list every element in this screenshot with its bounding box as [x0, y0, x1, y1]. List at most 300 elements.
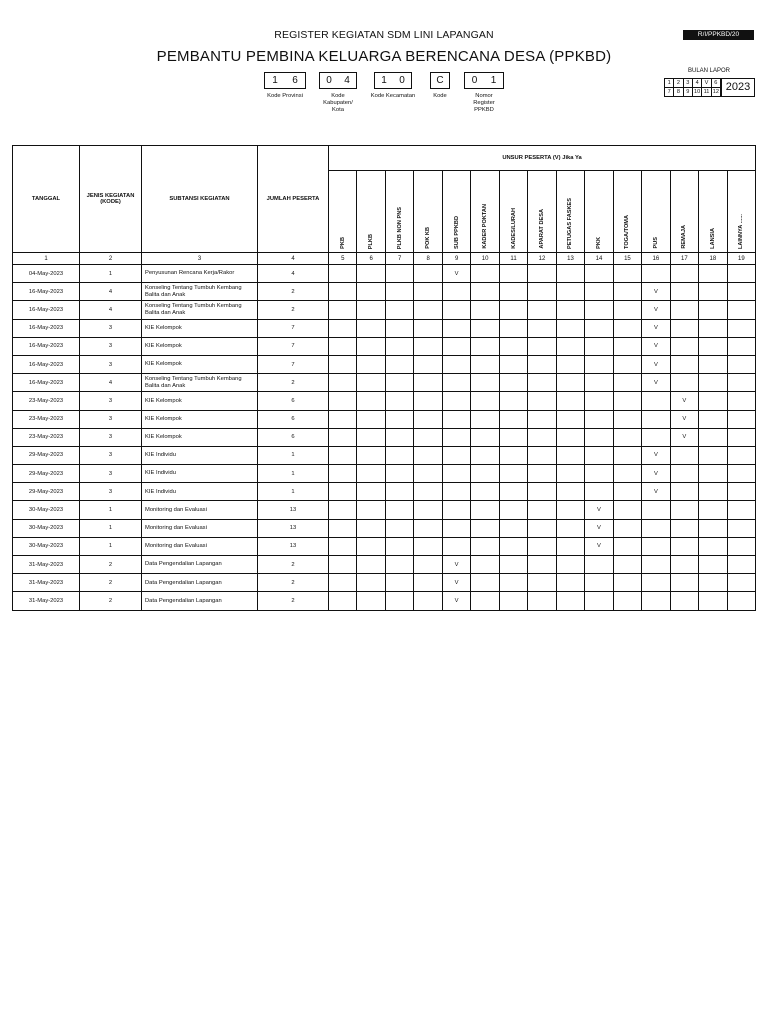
column-number: 6 — [357, 253, 385, 265]
empty-cell — [499, 301, 527, 319]
table-row — [13, 592, 756, 610]
empty-cell — [329, 428, 357, 446]
empty-cell — [699, 501, 727, 519]
empty-cell — [670, 355, 698, 373]
empty-cell — [727, 337, 756, 355]
empty-cell — [556, 301, 584, 319]
empty-cell — [528, 265, 556, 283]
empty-cell — [699, 392, 727, 410]
empty-cell — [414, 592, 442, 610]
table-row — [13, 574, 756, 592]
cell-jumlah: 13 — [258, 537, 329, 555]
cell-tanggal: 23-May-2023 — [13, 392, 80, 410]
empty-cell — [585, 337, 613, 355]
cell-jenis: 3 — [80, 355, 142, 373]
cell-tanggal: 16-May-2023 — [13, 301, 80, 319]
cell-subtansi: KIE Individu — [142, 465, 258, 483]
cell-jenis: 2 — [80, 574, 142, 592]
empty-cell — [385, 446, 413, 464]
empty-cell — [499, 374, 527, 392]
empty-cell — [528, 374, 556, 392]
empty-cell — [442, 537, 470, 555]
empty-cell — [556, 592, 584, 610]
column-number: 4 — [258, 253, 329, 265]
empty-cell — [329, 355, 357, 373]
empty-cell — [329, 574, 357, 592]
empty-cell — [357, 283, 385, 301]
empty-cell — [613, 283, 641, 301]
empty-cell — [499, 465, 527, 483]
empty-cell — [442, 501, 470, 519]
table-row — [13, 519, 756, 537]
empty-cell — [585, 465, 613, 483]
empty-cell — [556, 574, 584, 592]
cell-jumlah: 7 — [258, 319, 329, 337]
form-title: REGISTER KEGIATAN SDM LINI LAPANGAN — [274, 29, 494, 41]
empty-cell — [471, 501, 499, 519]
empty-cell — [414, 428, 442, 446]
header-unsur-col — [699, 171, 727, 253]
empty-cell — [414, 301, 442, 319]
empty-cell — [642, 392, 670, 410]
empty-cell — [699, 465, 727, 483]
cell-subtansi: Monitoring dan Evaluasi — [142, 501, 258, 519]
cell-jumlah: 2 — [258, 574, 329, 592]
check-mark: V — [642, 355, 670, 373]
empty-cell — [442, 392, 470, 410]
check-mark: V — [585, 501, 613, 519]
header-unsur-peserta: UNSUR PESERTA (V) Jika Ya — [329, 146, 756, 171]
empty-cell — [357, 592, 385, 610]
empty-cell — [556, 337, 584, 355]
empty-cell — [727, 374, 756, 392]
table-row — [13, 556, 756, 574]
empty-cell — [357, 446, 385, 464]
empty-cell — [699, 410, 727, 428]
column-number: 19 — [727, 253, 756, 265]
empty-cell — [528, 519, 556, 537]
empty-cell — [528, 465, 556, 483]
empty-cell — [442, 301, 470, 319]
column-number: 15 — [613, 253, 641, 265]
cell-tanggal: 29-May-2023 — [13, 483, 80, 501]
empty-cell — [556, 465, 584, 483]
code-kabupaten-box — [319, 72, 357, 89]
empty-cell — [699, 519, 727, 537]
empty-cell — [613, 265, 641, 283]
empty-cell — [442, 465, 470, 483]
bulan-lapor-year: 2023 — [721, 78, 755, 97]
header-unsur-label: PUS — [652, 237, 659, 249]
empty-cell — [329, 519, 357, 537]
cell-jenis: 1 — [80, 537, 142, 555]
cell-jenis: 4 — [80, 301, 142, 319]
column-number: 1 — [13, 253, 80, 265]
check-mark: V — [642, 465, 670, 483]
month-cell: 10 — [693, 88, 702, 97]
empty-cell — [471, 392, 499, 410]
empty-cell — [499, 337, 527, 355]
empty-cell — [385, 537, 413, 555]
code-register-label: Nomor Register PPKBD — [473, 93, 495, 113]
empty-cell — [414, 355, 442, 373]
empty-cell — [329, 501, 357, 519]
empty-cell — [357, 519, 385, 537]
code-kabupaten-label: Kode Kabupaten/ Kota — [323, 93, 353, 113]
empty-cell — [585, 392, 613, 410]
table-row — [13, 501, 756, 519]
empty-cell — [528, 446, 556, 464]
empty-cell — [699, 265, 727, 283]
empty-cell — [670, 265, 698, 283]
empty-cell — [670, 537, 698, 555]
empty-cell — [414, 337, 442, 355]
empty-cell — [670, 337, 698, 355]
form-code-badge: R/I/PPKBD/20 — [683, 30, 754, 40]
empty-cell — [642, 265, 670, 283]
form-subtitle: PEMBANTU PEMBINA KELUARGA BERENCANA DESA (PPKBD) — [156, 48, 612, 65]
month-cell: 1 — [665, 79, 674, 88]
empty-cell — [528, 574, 556, 592]
empty-cell — [471, 337, 499, 355]
empty-cell — [414, 537, 442, 555]
table-row — [13, 537, 756, 555]
empty-cell — [357, 465, 385, 483]
empty-cell — [329, 465, 357, 483]
cell-subtansi: KIE Kelompok — [142, 337, 258, 355]
empty-cell — [699, 283, 727, 301]
empty-cell — [385, 374, 413, 392]
empty-cell — [556, 410, 584, 428]
empty-cell — [613, 501, 641, 519]
cell-jumlah: 13 — [258, 519, 329, 537]
code-provinsi-box — [264, 72, 306, 89]
table-row — [13, 337, 756, 355]
cell-tanggal: 16-May-2023 — [13, 374, 80, 392]
cell-jenis: 3 — [80, 392, 142, 410]
check-mark: V — [670, 428, 698, 446]
empty-cell — [699, 574, 727, 592]
check-mark: V — [642, 374, 670, 392]
month-cell: 2 — [674, 79, 683, 88]
empty-cell — [329, 592, 357, 610]
empty-cell — [556, 519, 584, 537]
cell-jumlah: 2 — [258, 556, 329, 574]
column-number: 10 — [471, 253, 499, 265]
cell-jenis: 3 — [80, 428, 142, 446]
empty-cell — [442, 483, 470, 501]
empty-cell — [442, 337, 470, 355]
empty-cell — [556, 283, 584, 301]
cell-subtansi: KIE Kelompok — [142, 428, 258, 446]
month-cell-checked: V — [702, 79, 711, 88]
empty-cell — [613, 483, 641, 501]
empty-cell — [414, 410, 442, 428]
empty-cell — [556, 537, 584, 555]
empty-cell — [385, 337, 413, 355]
cell-jenis: 3 — [80, 337, 142, 355]
header-unsur-label: PKK — [595, 237, 602, 249]
header-unsur-col — [556, 171, 584, 253]
cell-jumlah: 13 — [258, 501, 329, 519]
empty-cell — [471, 446, 499, 464]
empty-cell — [385, 265, 413, 283]
empty-cell — [357, 319, 385, 337]
cell-tanggal: 16-May-2023 — [13, 355, 80, 373]
empty-cell — [699, 537, 727, 555]
table-row — [13, 374, 756, 392]
month-cell: 12 — [712, 88, 721, 97]
cell-subtansi: KIE Kelompok — [142, 410, 258, 428]
empty-cell — [727, 283, 756, 301]
empty-cell — [499, 410, 527, 428]
table-row — [13, 355, 756, 373]
cell-subtansi: KIE Kelompok — [142, 355, 258, 373]
empty-cell — [556, 265, 584, 283]
cell-tanggal: 30-May-2023 — [13, 537, 80, 555]
empty-cell — [329, 337, 357, 355]
cell-tanggal: 29-May-2023 — [13, 465, 80, 483]
empty-cell — [385, 319, 413, 337]
empty-cell — [727, 501, 756, 519]
column-number: 16 — [642, 253, 670, 265]
header-unsur-col — [499, 171, 527, 253]
empty-cell — [499, 283, 527, 301]
cell-jumlah: 2 — [258, 301, 329, 319]
empty-cell — [670, 592, 698, 610]
empty-cell — [585, 574, 613, 592]
empty-cell — [556, 483, 584, 501]
header-unsur-col — [727, 171, 756, 253]
column-number: 11 — [499, 253, 527, 265]
empty-cell — [528, 283, 556, 301]
empty-cell — [727, 428, 756, 446]
empty-cell — [329, 446, 357, 464]
empty-cell — [329, 392, 357, 410]
empty-cell — [471, 519, 499, 537]
empty-cell — [528, 501, 556, 519]
cell-jenis: 3 — [80, 465, 142, 483]
code-digit: 4 — [344, 75, 350, 86]
empty-cell — [499, 446, 527, 464]
header-unsur-col — [414, 171, 442, 253]
empty-cell — [442, 319, 470, 337]
cell-jenis: 4 — [80, 283, 142, 301]
empty-cell — [585, 428, 613, 446]
empty-cell — [442, 374, 470, 392]
empty-cell — [385, 355, 413, 373]
code-provinsi-label: Kode Provinsi — [267, 93, 303, 99]
empty-cell — [699, 446, 727, 464]
empty-cell — [699, 592, 727, 610]
empty-cell — [528, 556, 556, 574]
cell-tanggal: 29-May-2023 — [13, 446, 80, 464]
empty-cell — [357, 501, 385, 519]
empty-cell — [499, 392, 527, 410]
code-digit: 1 — [381, 75, 387, 86]
header-unsur-label: PLKB NON PNS — [396, 206, 403, 249]
column-number: 18 — [699, 253, 727, 265]
table-row — [13, 301, 756, 319]
empty-cell — [528, 337, 556, 355]
empty-cell — [442, 355, 470, 373]
empty-cell — [414, 483, 442, 501]
header-jenis-kegiatan: JENIS KEGIATAN (KODE) — [80, 146, 142, 253]
empty-cell — [385, 501, 413, 519]
empty-cell — [556, 556, 584, 574]
empty-cell — [613, 465, 641, 483]
empty-cell — [329, 374, 357, 392]
empty-cell — [385, 465, 413, 483]
empty-cell — [699, 319, 727, 337]
check-mark: V — [585, 519, 613, 537]
empty-cell — [528, 319, 556, 337]
empty-cell — [357, 355, 385, 373]
empty-cell — [329, 301, 357, 319]
empty-cell — [357, 428, 385, 446]
empty-cell — [357, 410, 385, 428]
column-number: 2 — [80, 253, 142, 265]
code-digit: 0 — [326, 75, 332, 86]
empty-cell — [585, 410, 613, 428]
cell-jenis: 3 — [80, 483, 142, 501]
cell-jumlah: 6 — [258, 410, 329, 428]
empty-cell — [471, 265, 499, 283]
header-unsur-col — [585, 171, 613, 253]
header-unsur-label: KADES/LURAH — [510, 208, 517, 249]
check-mark: V — [642, 301, 670, 319]
empty-cell — [613, 592, 641, 610]
check-mark: V — [670, 392, 698, 410]
empty-cell — [442, 519, 470, 537]
header-unsur-col — [613, 171, 641, 253]
empty-cell — [414, 374, 442, 392]
empty-cell — [385, 483, 413, 501]
check-mark: V — [642, 319, 670, 337]
empty-cell — [528, 483, 556, 501]
empty-cell — [556, 501, 584, 519]
empty-cell — [499, 501, 527, 519]
empty-cell — [670, 501, 698, 519]
empty-cell — [613, 410, 641, 428]
empty-cell — [414, 446, 442, 464]
code-kecamatan-box — [374, 72, 412, 89]
empty-cell — [385, 283, 413, 301]
table-row — [13, 483, 756, 501]
empty-cell — [670, 283, 698, 301]
empty-cell — [613, 428, 641, 446]
empty-cell — [442, 428, 470, 446]
empty-cell — [471, 556, 499, 574]
empty-cell — [471, 283, 499, 301]
empty-cell — [385, 574, 413, 592]
empty-cell — [471, 465, 499, 483]
empty-cell — [414, 392, 442, 410]
cell-jumlah: 4 — [258, 265, 329, 283]
empty-cell — [528, 537, 556, 555]
empty-cell — [642, 428, 670, 446]
empty-cell — [670, 465, 698, 483]
bulan-lapor-grid — [664, 78, 721, 97]
empty-cell — [727, 265, 756, 283]
empty-cell — [670, 574, 698, 592]
cell-subtansi: Konseling Tentang Tumbuh Kembang Balita dan Anak — [142, 283, 258, 301]
header-jumlah-peserta: JUMLAH PESERTA — [258, 146, 329, 253]
check-mark: V — [442, 556, 470, 574]
header-unsur-col — [642, 171, 670, 253]
column-number: 8 — [414, 253, 442, 265]
empty-cell — [329, 537, 357, 555]
empty-cell — [357, 537, 385, 555]
empty-cell — [699, 355, 727, 373]
empty-cell — [670, 446, 698, 464]
cell-jenis: 2 — [80, 592, 142, 610]
column-number: 7 — [385, 253, 413, 265]
cell-subtansi: Konseling Tentang Tumbuh Kembang Balita dan Anak — [142, 301, 258, 319]
empty-cell — [585, 355, 613, 373]
empty-cell — [499, 428, 527, 446]
empty-cell — [414, 501, 442, 519]
cell-jumlah: 7 — [258, 337, 329, 355]
column-number: 12 — [528, 253, 556, 265]
check-mark: V — [670, 410, 698, 428]
empty-cell — [613, 301, 641, 319]
cell-tanggal: 16-May-2023 — [13, 337, 80, 355]
empty-cell — [642, 556, 670, 574]
empty-cell — [414, 283, 442, 301]
empty-cell — [642, 410, 670, 428]
empty-cell — [357, 301, 385, 319]
empty-cell — [385, 301, 413, 319]
month-cell: 9 — [684, 88, 693, 97]
empty-cell — [727, 319, 756, 337]
empty-cell — [499, 556, 527, 574]
empty-cell — [613, 556, 641, 574]
empty-cell — [556, 374, 584, 392]
header-unsur-col — [357, 171, 385, 253]
column-number: 17 — [670, 253, 698, 265]
cell-jenis: 4 — [80, 374, 142, 392]
header-unsur-label: LAINNYA ...... — [738, 213, 745, 249]
empty-cell — [329, 410, 357, 428]
empty-cell — [357, 337, 385, 355]
empty-cell — [727, 574, 756, 592]
code-digit: 1 — [490, 75, 497, 86]
empty-cell — [585, 265, 613, 283]
cell-jumlah: 6 — [258, 392, 329, 410]
table-row — [13, 446, 756, 464]
empty-cell — [699, 483, 727, 501]
empty-cell — [642, 501, 670, 519]
code-kecamatan-label: Kode Kecamatan — [370, 93, 416, 99]
code-register-box — [464, 72, 504, 89]
empty-cell — [385, 410, 413, 428]
empty-cell — [528, 428, 556, 446]
check-mark: V — [442, 265, 470, 283]
cell-jumlah: 6 — [258, 428, 329, 446]
empty-cell — [499, 319, 527, 337]
empty-cell — [499, 519, 527, 537]
cell-tanggal: 30-May-2023 — [13, 501, 80, 519]
empty-cell — [727, 301, 756, 319]
cell-subtansi: Konseling Tentang Tumbuh Kembang Balita dan Anak — [142, 374, 258, 392]
table-row — [13, 465, 756, 483]
empty-cell — [585, 446, 613, 464]
cell-subtansi: KIE Kelompok — [142, 392, 258, 410]
empty-cell — [471, 319, 499, 337]
table-row — [13, 428, 756, 446]
header-subtansi-kegiatan: SUBTANSI KEGIATAN — [142, 146, 258, 253]
